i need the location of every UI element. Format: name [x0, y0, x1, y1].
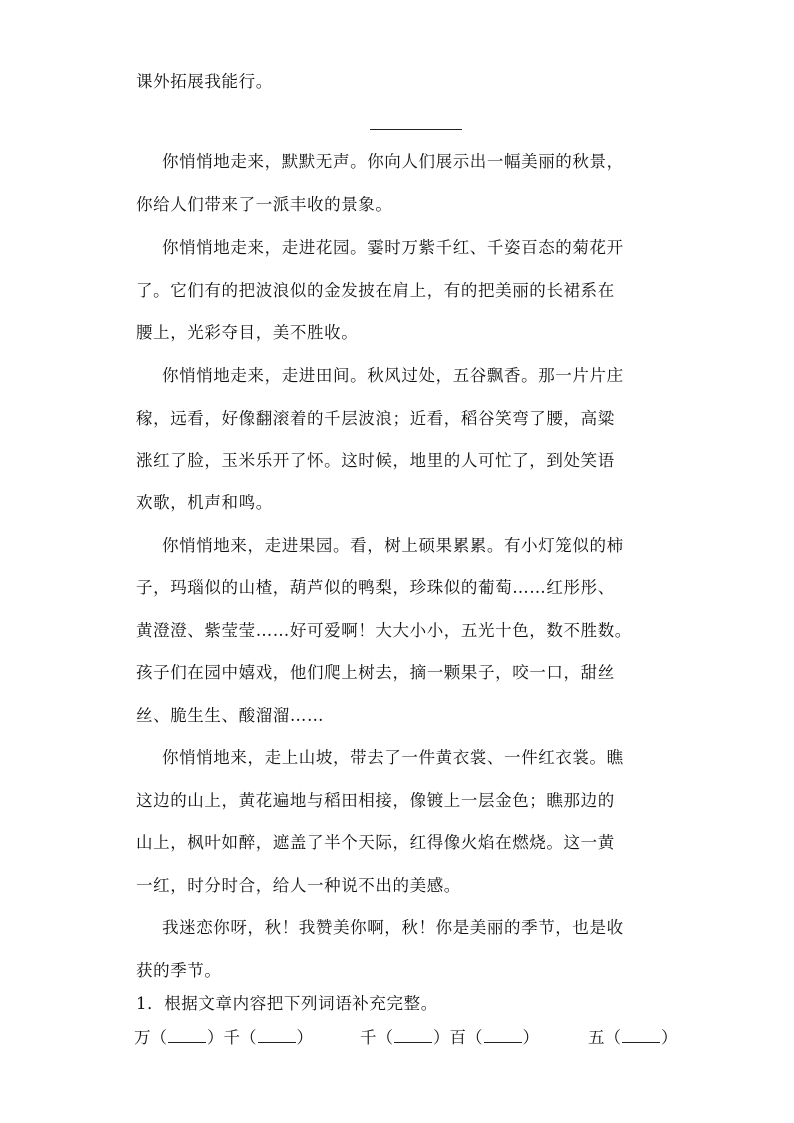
fill-text: 万（: [134, 1028, 167, 1047]
passage-title-blank: [370, 129, 462, 130]
passage-line: 我迷恋你呀，秋！我赞美你啊，秋！你是美丽的季节，也是收: [162, 918, 624, 937]
answer-blank[interactable]: [394, 1028, 432, 1043]
passage-line: 你悄悄地走来，默默无声。你向人们展示出一幅美丽的秋景，: [162, 152, 624, 171]
passage-line: 子，玛瑙似的山楂，葫芦似的鸭梨，珍珠似的葡萄……红彤彤、: [136, 578, 615, 597]
answer-blank[interactable]: [484, 1028, 522, 1043]
passage-line: 你给人们带来了一派丰收的景象。: [136, 195, 393, 214]
passage-line: 涨红了脸，玉米乐开了怀。这时候，地里的人可忙了，到处笑语: [136, 451, 615, 470]
fill-text: 五（: [588, 1028, 621, 1047]
passage-line: 稼，远看，好像翻滚着的千层波浪；近看，稻谷笑弯了腰，高粱: [136, 409, 615, 428]
passage-line: 你悄悄地来，走进果园。看，树上硕果累累。有小灯笼似的柿: [162, 536, 624, 555]
section-title: 课外拓展我能行。: [136, 72, 273, 91]
fill-text: ）千（: [207, 1028, 257, 1047]
passage-line: 腰上，光彩夺目，美不胜收。: [136, 323, 359, 342]
passage-line: 你悄悄地来，走上山坡，带去了一件黄衣裳、一件红衣裳。瞧: [162, 748, 624, 767]
passage-line: 丝、脆生生、酸溜溜……: [136, 706, 325, 725]
passage-line: 获的季节。: [136, 961, 222, 980]
passage-line: 欢歌，机声和鸣。: [136, 493, 273, 512]
passage-line: 一红，时分时合，给人一种说不出的美感。: [136, 876, 461, 895]
passage-line: 你悄悄地走来，走进田间。秋风过处，五谷飘香。那一片片庄: [162, 366, 624, 385]
fill-text: ）: [296, 1028, 313, 1047]
answer-blank[interactable]: [168, 1028, 206, 1043]
passage-line: 这边的山上，黄花遍地与稻田相接，像镀上一层金色；瞧那边的: [136, 791, 615, 810]
passage-line: 孩子们在园中嬉戏，他们爬上树去，摘一颗果子，咬一口，甜丝: [136, 663, 615, 682]
fill-text: ）百（: [433, 1028, 483, 1047]
fill-group-1: [134, 1028, 313, 1048]
passage-line: 山上，枫叶如醉，遮盖了半个天际，红得像火焰在燃烧。这一黄: [136, 833, 615, 852]
answer-blank[interactable]: [258, 1028, 296, 1043]
fill-group-3: [588, 1028, 678, 1048]
fill-group-2: [360, 1028, 539, 1048]
passage-line: 了。它们有的把波浪似的金发披在肩上，有的把美丽的长裙系在: [136, 281, 615, 300]
fill-text: ）: [522, 1028, 539, 1047]
fill-text: ）: [661, 1028, 678, 1047]
passage-line: 黄澄澄、紫莹莹……好可爱啊！大大小小，五光十色，数不胜数。: [136, 621, 632, 640]
question-1-prompt: 1．根据文章内容把下列词语补充完整。: [136, 994, 438, 1013]
passage-line: 你悄悄地走来，走进花园。霎时万紫千红、千姿百态的菊花开: [162, 238, 624, 257]
fill-text: 千（: [360, 1028, 393, 1047]
answer-blank[interactable]: [622, 1028, 660, 1043]
